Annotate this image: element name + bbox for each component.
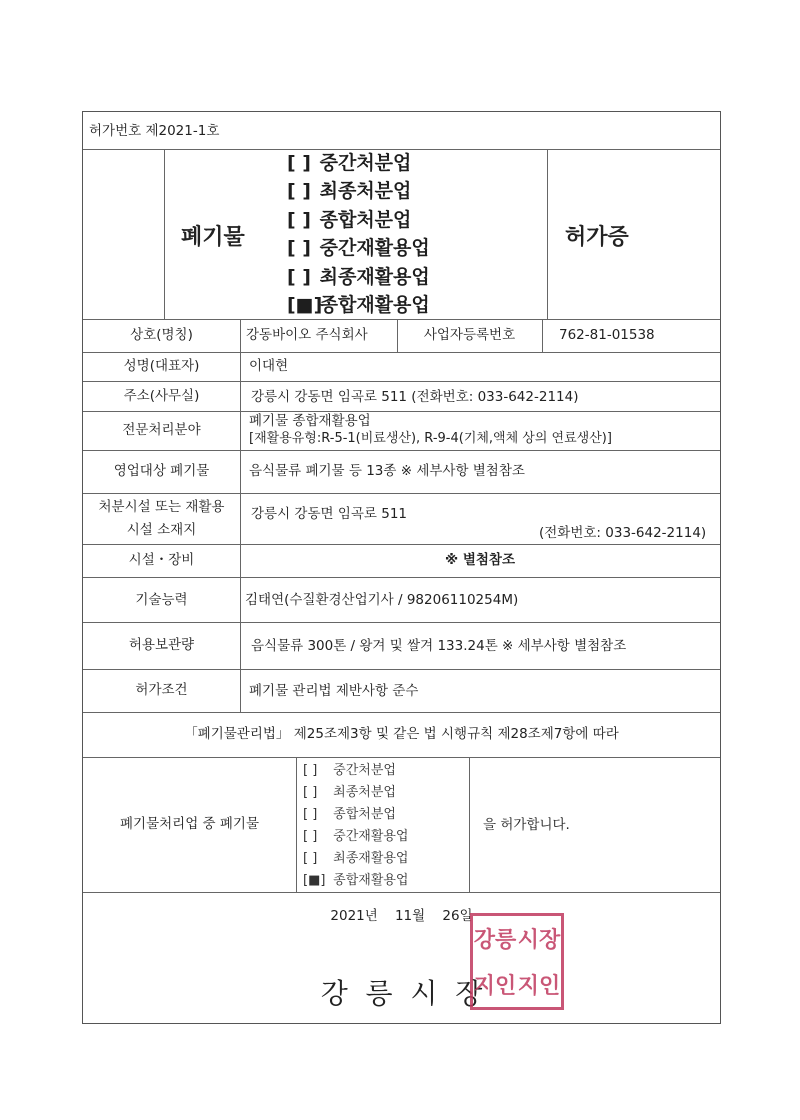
target-label: 영업대상 폐기물: [113, 463, 210, 479]
divider: [83, 544, 720, 545]
divider: [547, 149, 548, 319]
facility-location-value: 강릉시 강동면 임곡로 511: [251, 506, 408, 522]
checkbox: [ ]: [287, 180, 311, 203]
equipment-label: 시설・장비: [128, 552, 195, 568]
issuer-name: 강 릉 시 장: [320, 977, 483, 1010]
business-type-item: [ ] 최종재활용업: [287, 263, 430, 291]
tech-label: 기술능력: [135, 592, 188, 608]
checkbox: [ ]: [287, 208, 311, 231]
business-type-list: [287, 149, 430, 319]
business-type-item: [ ] 중간재활용업: [287, 234, 430, 262]
checkbox: [ ]: [287, 152, 311, 174]
grant-label: 폐기물처리업 중 폐기물: [120, 816, 259, 832]
divider: [542, 319, 543, 352]
checkbox: [ ]: [303, 829, 318, 844]
grant-suffix: 을 허가합니다.: [483, 817, 570, 833]
divider: [83, 411, 720, 412]
divider: [83, 669, 720, 670]
header-right-title: 허가증: [565, 225, 629, 250]
divider: [240, 319, 241, 712]
facility-location-phone: (전화번호: 033-642-2114): [539, 525, 707, 541]
divider: [83, 352, 720, 353]
business-type-item: [ ] 종합처분업: [287, 206, 430, 234]
storage-value: 음식물류 300톤 / 왕겨 및 쌀겨 133.24톤 ※ 세부사항 별첨참조: [251, 638, 627, 654]
facility-location-label-2: 시설 소재지: [126, 522, 197, 538]
checkbox: [ ]: [303, 851, 318, 866]
checkbox: [ ]: [303, 785, 318, 800]
checkbox: [ ]: [303, 807, 318, 822]
tech-value: 김태연(수질환경산업기사 / 98206110254M): [245, 592, 519, 608]
divider: [83, 622, 720, 623]
official-seal: 강릉 시장 지인 지인: [470, 913, 564, 1010]
facility-location-label-1: 처분시설 또는 재활용: [98, 499, 225, 515]
rep-label: 성명(대표자): [123, 358, 200, 374]
grant-type-item: [ ] 중간재활용업: [303, 826, 409, 848]
address-label: 주소(사무실): [123, 388, 200, 404]
checkbox-checked: [■]: [303, 873, 326, 888]
divider: [83, 757, 720, 758]
condition-label: 허가조건: [135, 682, 188, 698]
permit-number: 허가번호 제2021-1호: [89, 123, 220, 139]
specialty-line1: 폐기물 종합재활용업: [249, 413, 371, 429]
specialty-line2: [재활용유형:R-5-1(비료생산), R-9-4(기체,액체 상의 연료생산)]: [249, 431, 612, 446]
target-value: 음식물류 폐기물 등 13종 ※ 세부사항 별첨참조: [249, 463, 525, 479]
divider: [469, 757, 470, 892]
divider: [83, 381, 720, 382]
issue-date: 2021년 11월 26일: [330, 908, 473, 924]
grant-type-item: [■] 종합재활용업: [303, 870, 409, 892]
grant-type-item: [ ] 중간처분업: [303, 760, 409, 782]
grant-type-list: [303, 760, 409, 892]
company-label: 상호(명칭): [130, 327, 193, 343]
rep-value: 이대현: [249, 358, 289, 374]
condition-value: 폐기물 관리법 제반사항 준수: [249, 683, 419, 699]
divider: [83, 892, 720, 893]
divider: [83, 577, 720, 578]
legal-basis: 「폐기물관리법」 제25조제3항 및 같은 법 시행규칙 제28조제7항에 따라: [184, 726, 619, 742]
company-value: 강동바이오 주식회사: [246, 327, 368, 343]
divider: [296, 757, 297, 892]
business-type-item: [ ] 최종처분업: [287, 177, 430, 205]
bizreg-value: 762-81-01538: [559, 327, 655, 343]
checkbox: [ ]: [303, 763, 318, 778]
divider: [83, 493, 720, 494]
divider: [83, 712, 720, 713]
permit-document: [82, 111, 721, 1024]
grant-type-item: [ ] 최종재활용업: [303, 848, 409, 870]
bizreg-label: 사업자등록번호: [423, 327, 516, 343]
header-left-title: 폐기물: [181, 225, 245, 250]
divider: [164, 149, 165, 319]
checkbox: [ ]: [287, 265, 311, 288]
address-value: 강릉시 강동면 임곡로 511 (전화번호: 033-642-2114): [251, 389, 579, 405]
business-type-item: [■] 종합재활용업: [287, 291, 430, 319]
grant-type-item: [ ] 최종처분업: [303, 782, 409, 804]
storage-label: 허용보관량: [128, 637, 195, 653]
specialty-label: 전문처리분야: [122, 422, 201, 438]
equipment-value: ※ 별첨참조: [445, 552, 515, 568]
checkbox: [ ]: [287, 237, 311, 260]
grant-type-item: [ ] 종합처분업: [303, 804, 409, 826]
business-type-item: [ ] 중간처분업: [287, 149, 430, 177]
divider: [83, 450, 720, 451]
checkbox-checked: [■]: [287, 294, 323, 317]
